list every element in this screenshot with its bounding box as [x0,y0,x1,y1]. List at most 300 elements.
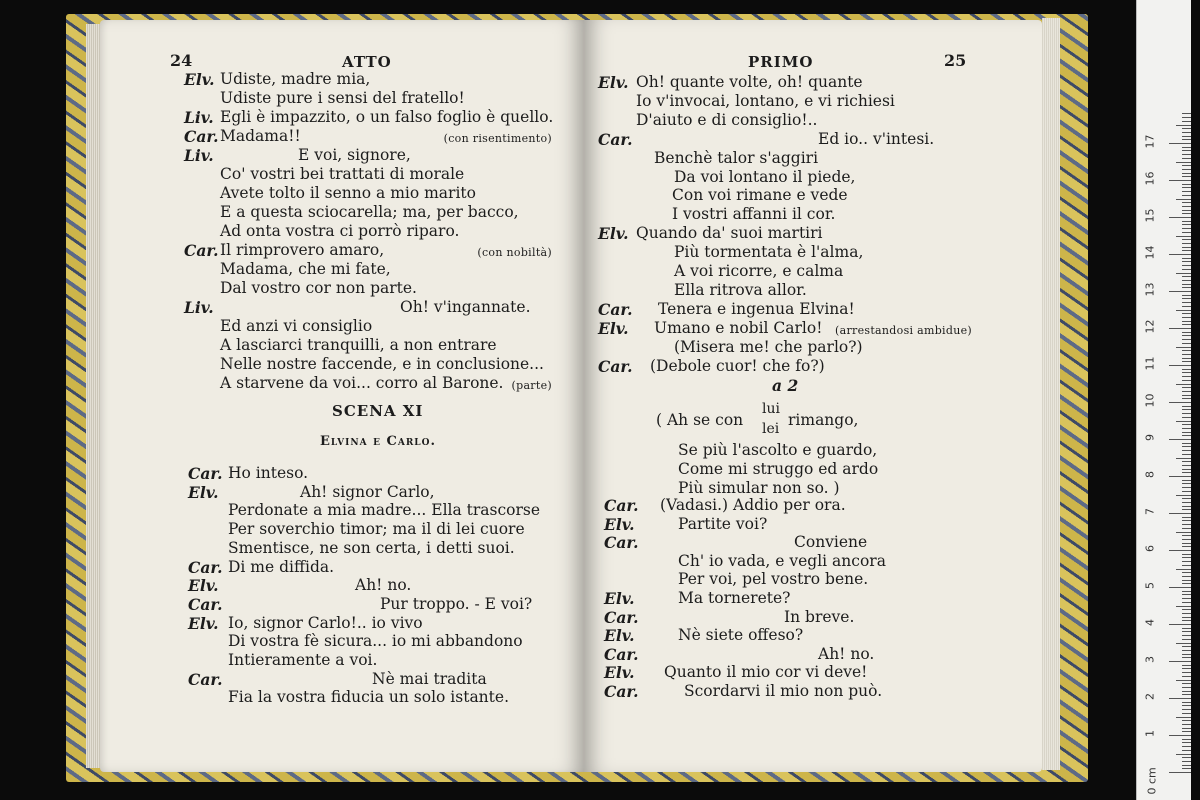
ruler-tick [1176,495,1191,496]
a2-verse: Come mi struggo ed ardo [678,460,879,478]
verse-line: Pur troppo. - E voi? [380,594,533,613]
ruler-tick [1182,654,1191,655]
ruler-tick [1182,502,1191,503]
speaker-label: Car. [604,682,639,701]
ruler-tick [1182,443,1191,444]
ruler-tick [1182,617,1191,618]
ruler-tick [1182,765,1191,766]
ruler-tick [1182,265,1191,266]
ruler-tick [1182,202,1191,203]
ruler-tick [1182,335,1191,336]
speaker-label: Liv. [184,146,214,165]
speaker-label: Car. [604,644,639,664]
a2-verse: Più simular non so. ) [678,479,840,497]
ruler-tick [1176,384,1191,385]
ruler-tick [1176,606,1191,607]
ruler-tick [1169,217,1191,218]
ruler-tick [1182,639,1191,640]
running-head-right: PRIMO [748,53,814,71]
ruler-tick [1182,280,1191,281]
ruler-tick [1182,324,1191,325]
ruler-tick [1182,139,1191,140]
ruler-tick [1182,705,1191,706]
right-page [584,20,1042,772]
a2-label: a 2 [772,376,799,395]
verse-line: Avete tolto il senno a mio marito [220,184,476,202]
ruler-tick [1182,321,1191,322]
ruler-tick [1182,509,1191,510]
ruler-tick [1182,672,1191,673]
ruler-tick [1182,176,1191,177]
verse-line: Smentisce, ne son certa, i detti suoi. [228,538,515,557]
speaker-label: Elv. [604,663,635,683]
verse-line: Ho inteso. [228,464,309,482]
speaker-label: Car. [188,669,223,689]
ruler-tick [1182,224,1191,225]
ruler-tick [1182,313,1191,314]
ruler-tick [1182,258,1191,259]
ruler-tick [1182,136,1191,137]
ruler-number: 14 [1143,245,1157,260]
ruler-tick [1182,276,1191,277]
speaker-label: Car. [184,127,219,146]
scene-title: SCENA XI [332,402,424,420]
speaker-label: Liv. [184,108,214,127]
measurement-ruler [1136,0,1191,800]
ruler-tick [1182,724,1191,725]
ruler-tick [1176,643,1191,644]
ruler-number: 12 [1143,319,1157,334]
ruler-tick [1182,720,1191,721]
ruler-number: 8 [1143,471,1157,478]
ruler-tick [1182,768,1191,769]
ruler-tick [1182,165,1191,166]
verse-line: Ella ritrova allor. [674,280,807,299]
verse-line: Oh! quante volte, oh! quante [636,73,863,91]
ruler-tick [1182,539,1191,540]
ruler-tick [1182,506,1191,507]
verse-line: Madama!! [220,127,301,145]
ruler-tick [1182,742,1191,743]
verse-line: Perdonate a mia madre... Ella trascorse [228,501,541,520]
speaker-label: Car. [598,129,633,149]
verse-line: Quanto il mio cor vi deve! [664,663,868,682]
ruler-tick [1182,358,1191,359]
ruler-tick [1182,572,1191,573]
ruler-tick [1182,339,1191,340]
ruler-number: 3 [1143,656,1157,663]
a2-upper: lui [762,401,780,417]
ruler-tick [1182,557,1191,558]
verse-line: Ad onta vostra ci porrò riparo. [220,222,460,240]
ruler-tick [1176,680,1191,681]
ruler-tick [1182,491,1191,492]
verse-line: Di vostra fè sicura... io mi abbandono [228,632,523,651]
speaker-label: Car. [604,533,639,553]
verse-line: Quando da' suoi martiri [636,224,823,243]
speaker-label: Car. [598,356,633,376]
scene-characters: Elvina e Carlo. [320,434,436,449]
speaker-label: Elv. [188,482,219,502]
verse-line: Co' vostri bei trattati di morale [220,165,465,183]
verse-line: Intieramente a voi. [228,651,378,669]
ruler-tick [1182,524,1191,525]
ruler-tick [1182,635,1191,636]
speaker-label: Liv. [184,298,214,317]
ruler-tick [1182,461,1191,462]
speaker-label: Elv. [604,589,635,608]
verse-line: Conviene [794,533,868,552]
page-number-right: 25 [944,51,967,70]
ruler-number: 2 [1143,693,1157,700]
ruler-tick [1182,343,1191,344]
ruler-tick [1182,187,1191,188]
ruler-tick [1182,261,1191,262]
ruler-tick [1169,772,1191,773]
ruler-tick [1182,713,1191,714]
ruler-tick [1182,121,1191,122]
ruler-number: 5 [1143,582,1157,589]
ruler-tick [1182,650,1191,651]
speaker-label: Elv. [604,514,635,534]
ruler-tick [1176,569,1191,570]
verse-line: A voi ricorre, e calma [674,262,844,280]
ruler-tick [1182,195,1191,196]
ruler-number: 9 [1143,434,1157,441]
ruler-tick [1169,291,1191,292]
ruler-tick [1182,613,1191,614]
ruler-tick [1182,424,1191,425]
speaker-label: Car. [184,241,219,260]
ruler-tick [1182,302,1191,303]
stage-direction: (parte) [511,379,552,392]
ruler-tick [1169,698,1191,699]
ruler-number: 17 [1143,134,1157,149]
ruler-tick [1182,354,1191,355]
ruler-tick [1182,428,1191,429]
speaker-label: Elv. [598,318,629,338]
verse-line: (Debole cuor! che fo?) [650,356,825,375]
ruler-tick [1182,406,1191,407]
ruler-tick [1182,154,1191,155]
verse-line: D'aiuto e di consiglio!.. [636,110,818,129]
ruler-tick [1182,594,1191,595]
verse-line: A lasciarci tranquilli, a non entrare [220,336,497,354]
verse-line: Per voi, pel vostro bene. [678,570,869,589]
ruler-tick [1169,254,1191,255]
stage-direction: (con risentimento) [443,132,552,145]
ruler-tick [1182,409,1191,410]
speaker-label: Elv. [184,70,215,89]
ruler-tick [1182,731,1191,732]
verse-line: Io v'invocai, lontano, e vi richiesi [636,91,895,110]
ruler-tick [1182,391,1191,392]
a2-lower: lei [762,421,780,437]
a2-suffix: rimango, [788,411,859,429]
stage-direction: (arrestandosi ambidue) [835,323,972,337]
ruler-tick [1182,687,1191,688]
ruler-tick [1169,180,1191,181]
ruler-tick [1182,169,1191,170]
ruler-tick [1182,554,1191,555]
ruler-tick [1182,520,1191,521]
verse-line: Madama, che mi fate, [220,260,391,278]
ruler-number: 6 [1143,545,1157,552]
ruler-tick [1182,243,1191,244]
verse-line: Con voi rimane e vede [672,186,848,205]
ruler-tick [1182,376,1191,377]
verse-line: Udiste, madre mia, [220,70,371,88]
verse-line: Tenera e ingenua Elvina! [658,299,855,318]
verse-line: E voi, signore, [298,146,411,164]
ruler-tick [1182,450,1191,451]
ruler-tick [1182,469,1191,470]
ruler-tick [1182,583,1191,584]
ruler-tick [1182,372,1191,373]
ruler-tick [1182,676,1191,677]
speaker-label: Car. [188,557,223,577]
ruler-tick [1182,620,1191,621]
ruler-tick [1182,247,1191,248]
ruler-tick [1182,306,1191,307]
ruler-tick [1182,239,1191,240]
ruler-tick [1182,284,1191,285]
ruler-tick [1182,609,1191,610]
ruler-tick [1182,206,1191,207]
verse-line: Da voi lontano il piede, [674,167,856,186]
ruler-tick [1182,332,1191,333]
verse-line: Ed io.. v'intesi. [818,129,935,148]
ruler-tick [1182,287,1191,288]
speaker-label: Elv. [188,613,219,633]
ruler-tick [1176,421,1191,422]
speaker-label: Car. [188,594,223,614]
ruler-tick [1182,728,1191,729]
ruler-tick [1182,535,1191,536]
ruler-tick [1182,739,1191,740]
verse-line: Il rimprovero amaro, [220,241,385,259]
ruler-tick [1169,735,1191,736]
ruler-tick [1176,273,1191,274]
verse-line: A starvene da voi... corro al Barone. [220,374,504,392]
ruler-tick [1182,565,1191,566]
ruler-tick [1182,483,1191,484]
verse-line: Ma tornerete? [678,589,791,607]
ruler-tick [1182,750,1191,751]
ruler-tick [1182,317,1191,318]
ruler-tick [1182,350,1191,351]
ruler-tick [1182,128,1191,129]
stage-direction: (con nobiltà) [477,246,552,259]
ruler-tick [1182,528,1191,529]
ruler-tick [1182,117,1191,118]
ruler-tick [1182,691,1191,692]
ruler-tick [1182,480,1191,481]
verse-line: I vostri affanni il cor. [672,205,836,224]
ruler-tick [1182,228,1191,229]
speaker-label: Elv. [604,626,635,646]
verse-line: Nè siete offeso? [678,626,804,645]
ruler-tick [1169,439,1191,440]
verse-line: Umano e nobil Carlo! [654,318,823,337]
ruler-tick [1182,602,1191,603]
ruler-tick [1182,465,1191,466]
ruler-unit-label: 0 cm [1145,767,1159,795]
ruler-number: 10 [1143,393,1157,408]
ruler-tick [1182,668,1191,669]
ruler-tick [1182,295,1191,296]
speaker-label: Car. [188,464,223,483]
ruler-tick [1182,628,1191,629]
speaker-label: Elv. [188,576,219,596]
verse-line: Io, signor Carlo!.. io vivo [228,613,423,632]
ruler-tick [1182,761,1191,762]
verse-line: Ah! no. [818,644,875,663]
ruler-number: 1 [1143,730,1157,737]
ruler-tick [1182,757,1191,758]
ruler-tick [1182,387,1191,388]
ruler-tick [1182,576,1191,577]
ruler-tick [1176,458,1191,459]
ruler-tick [1182,210,1191,211]
ruler-tick [1182,395,1191,396]
ruler-tick [1182,435,1191,436]
ruler-tick [1182,517,1191,518]
ruler-tick [1182,580,1191,581]
ruler-tick [1169,513,1191,514]
verse-line: Più tormentata è l'alma, [674,243,864,262]
speaker-label: Car. [598,299,633,319]
verse-line: Ah! signor Carlo, [300,482,435,501]
ruler-tick [1182,221,1191,222]
verse-line: E a questa sciocarella; ma, per bacco, [220,203,519,221]
ruler-tick [1169,624,1191,625]
ruler-tick [1182,191,1191,192]
ruler-tick [1182,158,1191,159]
ruler-tick [1169,476,1191,477]
verse-line: Nè mai tradita [372,669,487,688]
ruler-tick [1176,310,1191,311]
ruler-tick [1182,417,1191,418]
running-head-left: ATTO [342,53,392,71]
ruler-tick [1182,543,1191,544]
ruler-tick [1169,550,1191,551]
ruler-tick [1182,446,1191,447]
ruler-tick [1176,236,1191,237]
speaker-label: Car. [604,496,639,515]
ruler-tick [1182,683,1191,684]
ruler-tick [1182,598,1191,599]
ruler-tick [1182,709,1191,710]
ruler-tick [1169,365,1191,366]
ruler-tick [1182,213,1191,214]
ruler-tick [1169,587,1191,588]
ruler-tick [1182,298,1191,299]
verse-line: Fia la vostra fiducia un solo istante. [228,688,509,707]
ruler-tick [1176,162,1191,163]
verse-line: (Misera me! che parlo?) [674,337,863,356]
ruler-number: 16 [1143,171,1157,186]
verse-line: In breve. [784,607,855,626]
verse-line: Dal vostro cor non parte. [220,279,417,297]
ruler-tick [1182,694,1191,695]
ruler-tick [1176,125,1191,126]
ruler-tick [1182,432,1191,433]
ruler-tick [1182,361,1191,362]
verse-line: Per soverchio timor; ma il di lei cuore [228,520,525,539]
ruler-tick [1182,173,1191,174]
ruler-tick [1182,472,1191,473]
ruler-tick [1182,147,1191,148]
ruler-number: 4 [1143,619,1157,626]
ruler-tick [1176,532,1191,533]
verse-line: Di me diffida. [228,557,335,576]
ruler-number: 13 [1143,282,1157,297]
ruler-tick [1169,328,1191,329]
verse-line: Oh! v'ingannate. [400,298,531,316]
speaker-label: Elv. [598,224,629,244]
ruler-tick [1182,380,1191,381]
ruler-tick [1182,665,1191,666]
verse-line: Partite voi? [678,514,768,533]
verse-line: Udiste pure i sensi del fratello! [220,89,465,107]
ruler-tick [1182,631,1191,632]
a2-verse: Se più l'ascolto e guardo, [678,441,878,459]
speaker-label: Elv. [598,73,629,92]
ruler-tick [1169,661,1191,662]
verse-line: Ch' io vada, e vegli ancora [678,551,886,570]
ruler-tick [1169,402,1191,403]
ruler-tick [1182,250,1191,251]
a2-prefix: ( Ah se con [656,411,744,429]
verse-line: Egli è impazzito, o un falso foglio è quello. [220,108,554,126]
ruler-tick [1182,702,1191,703]
verse-line: Scordarvi il mio non può. [684,682,883,700]
verse-line: Benchè talor s'aggiri [654,148,819,167]
speaker-label: Car. [604,607,639,627]
ruler-tick [1182,657,1191,658]
ruler-tick [1182,498,1191,499]
ruler-tick [1176,754,1191,755]
ruler-tick [1182,646,1191,647]
left-page [100,20,584,772]
ruler-tick [1182,487,1191,488]
ruler-tick [1176,347,1191,348]
ruler-tick [1182,132,1191,133]
ruler-tick [1182,269,1191,270]
ruler-tick [1182,150,1191,151]
ruler-tick [1182,746,1191,747]
ruler-tick [1182,546,1191,547]
ruler-tick [1182,232,1191,233]
page-edges-right [1042,18,1060,770]
ruler-tick [1182,184,1191,185]
ruler-tick [1182,113,1191,114]
ruler-tick [1169,143,1191,144]
ruler-tick [1176,717,1191,718]
ruler-tick [1182,591,1191,592]
verse-line: (Vadasi.) Addio per ora. [660,496,846,514]
ruler-number: 15 [1143,208,1157,223]
ruler-tick [1182,398,1191,399]
verse-line: Nelle nostre faccende, e in conclusione... [220,355,544,373]
ruler-tick [1182,454,1191,455]
page-number-left: 24 [170,51,193,70]
ruler-tick [1176,199,1191,200]
ruler-number: 11 [1143,356,1157,371]
ruler-number: 7 [1143,508,1157,515]
verse-line: Ah! no. [355,576,412,595]
